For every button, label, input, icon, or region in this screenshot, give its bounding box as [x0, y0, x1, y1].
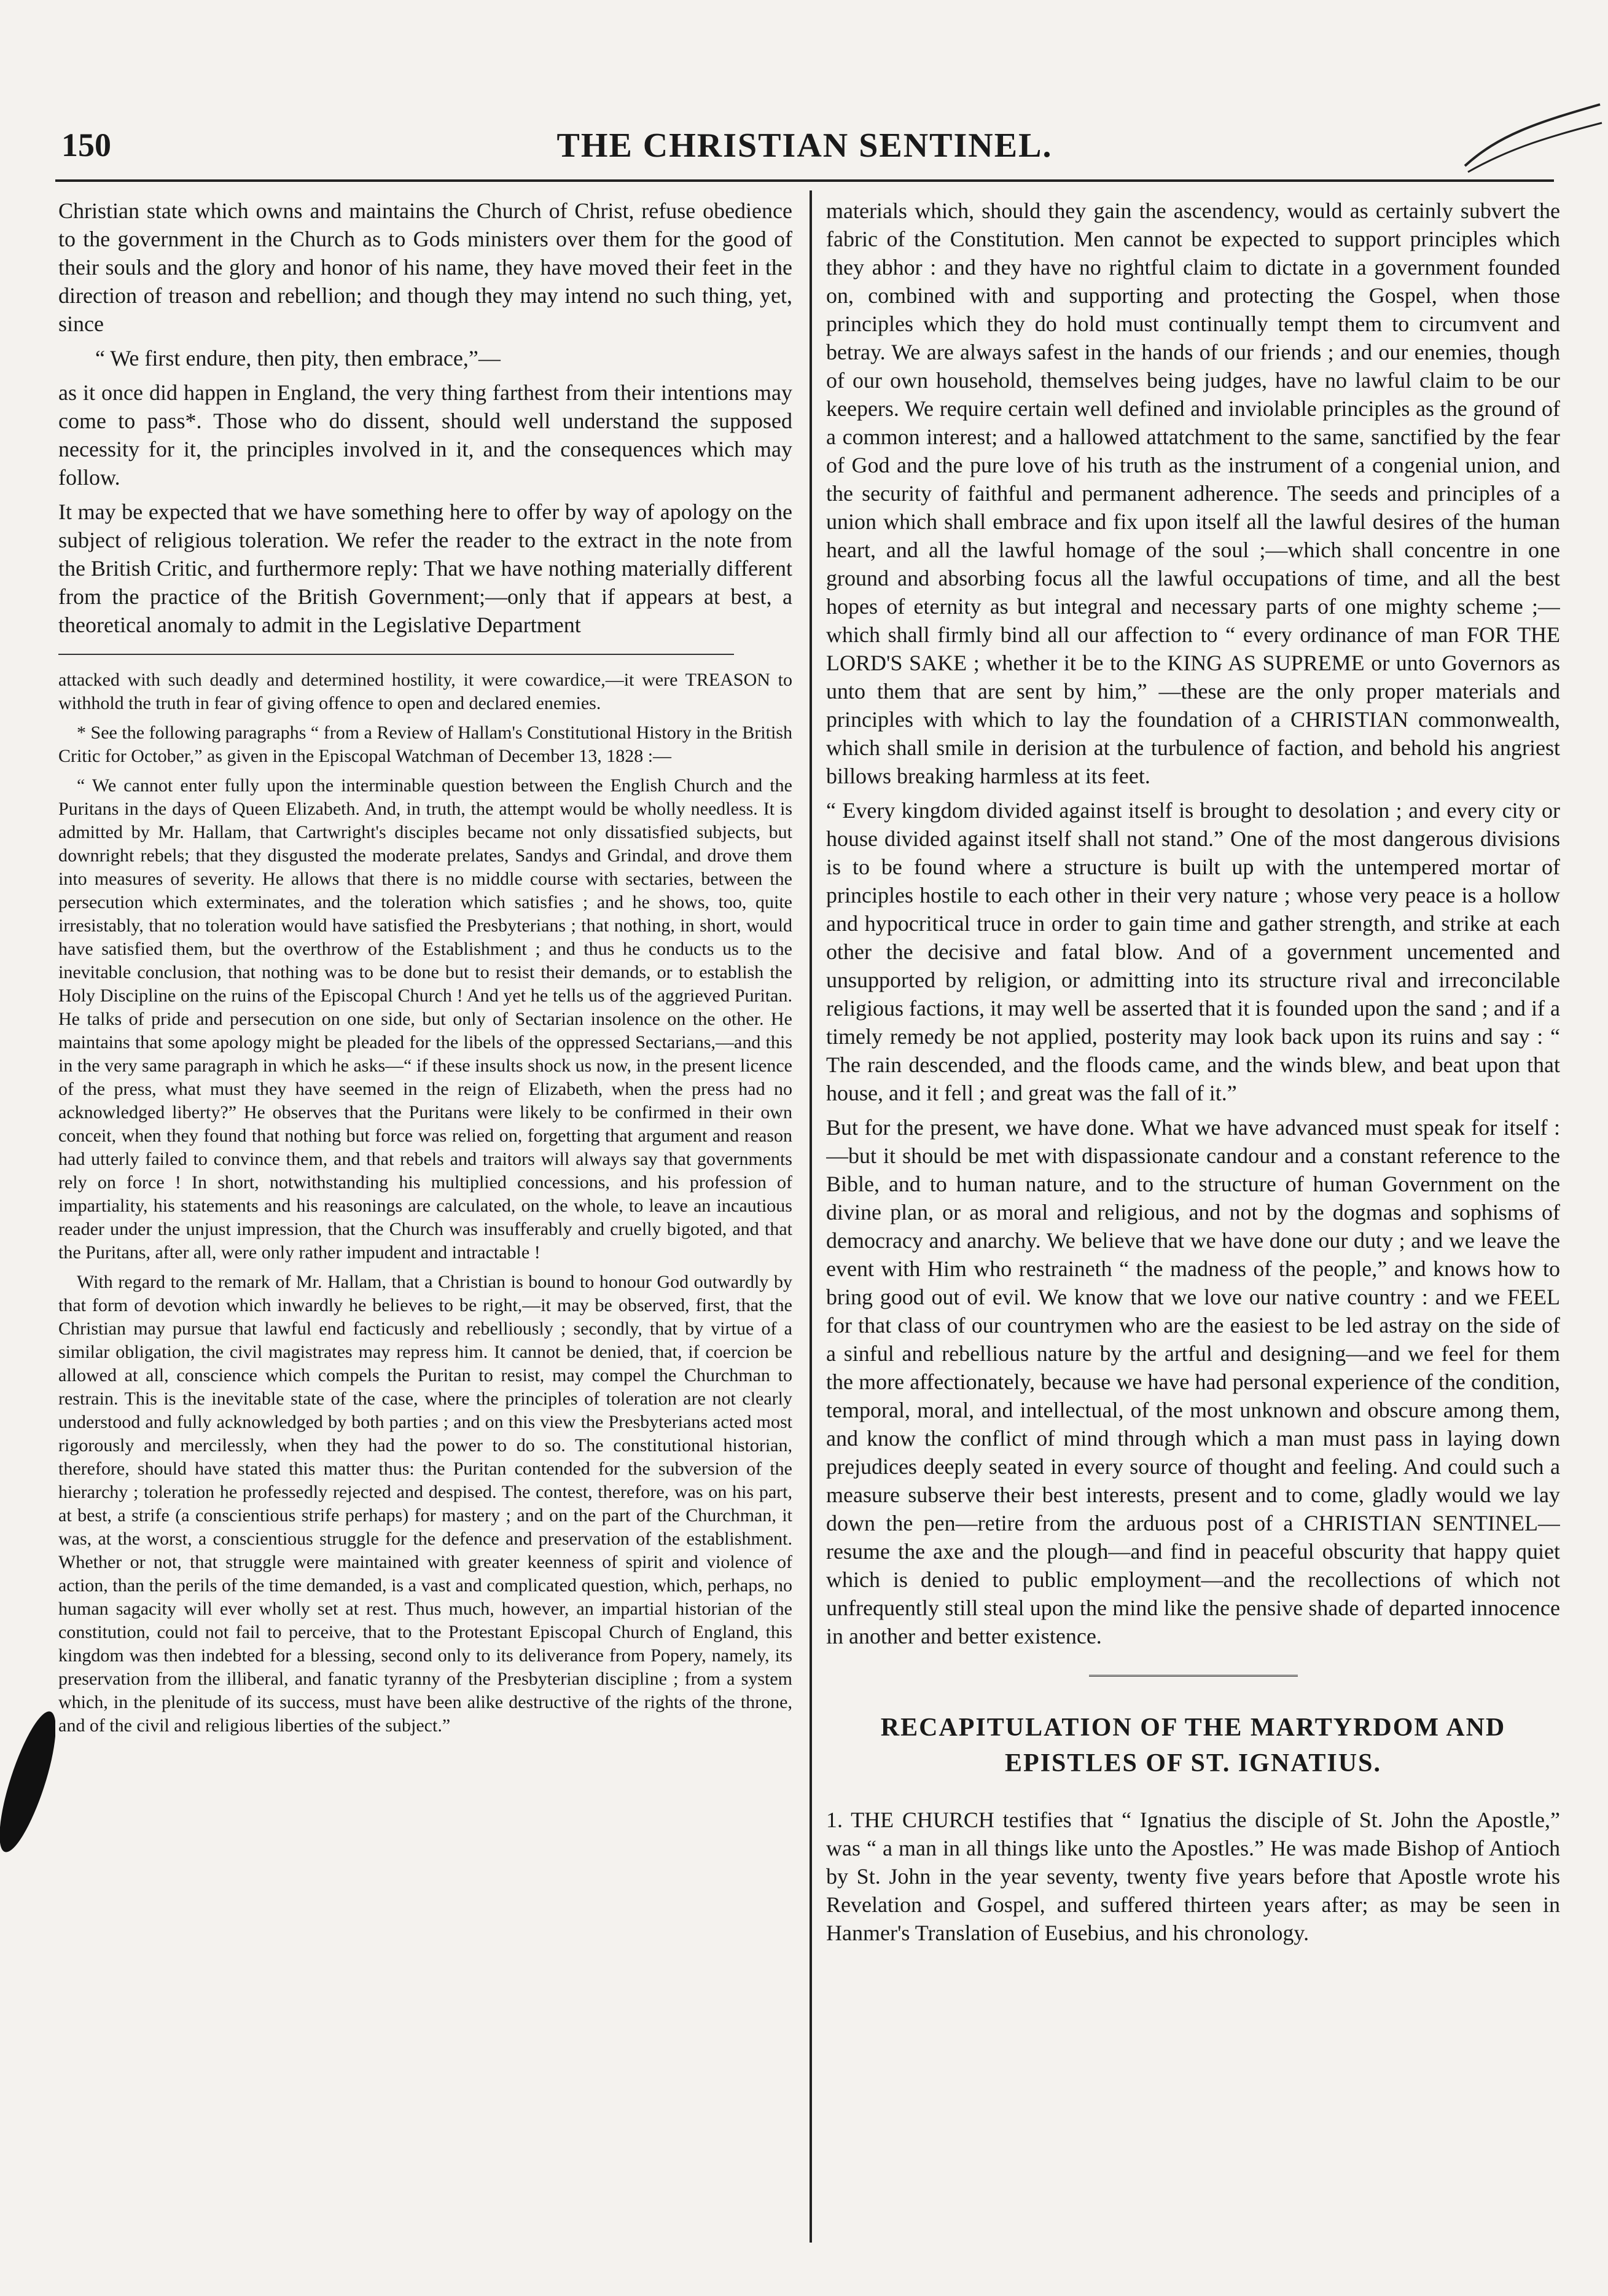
page-header [55, 126, 1554, 169]
footnote-continuation: attacked with such deadly and determined hostility, it were cowardice,—it were TREASON to withhold the truth in fear of giving offence to open and declared enemies. [58, 670, 792, 713]
right-paragraph-2: “ Every kingdom divided against itself is brought to desolation ; and every city or house divided against itself shall not stand.” One of the most dangerous divisions is to be found where a structure is built up with the untempered mortar of principles hostile to each other in their very nature ; whose very peace is a hollow and hypocritical truce in order to gain time and gather strength, and strike at each other the decisive and fatal blow. And of a government uncemented and unsupported by religion, or admitting into its structure rival and irreconcilable religious factions, it may well be asserted that it is founded upon the sand ; and if a timely remedy be not applied, posterity may look back upon its ruins and say : “ The rain descended, and the floods came, and the winds blew, and beat upon that house, and it fell ; and great was the fall of it.” [826, 798, 1560, 1105]
section-title-line-2: EPISTLES OF ST. IGNATIUS. [1005, 1749, 1381, 1777]
section-title [826, 1710, 1560, 1781]
ink-blot [0, 1702, 55, 1862]
running-title: THE CHRISTIAN SENTINEL. [556, 127, 1053, 165]
right-paragraph-4: 1. THE CHURCH testifies that “ Ignatius the disciple of St. John the Apostle,” was “ a man in all things like unto the Apostles.” He was made Bishop of Antioch by St. John in the year seventy, twenty five years before that Apostle wrote his Revelation and Gospel, and suffered thirteen years after; as may be seen in Hanmer's Translation of Eusebius, and his chronology. [826, 1808, 1560, 1945]
quoted-verse: “ We first endure, then pity, then embrace,”— [95, 346, 501, 370]
section-ornament [1089, 1675, 1298, 1679]
left-paragraph-1: Christian state which owns and maintains the Church of Christ, refuse obedience to the government in the Church as to Gods ministers over them for the good of their souls and the glory and honor of his name, they have moved their feet in the direction of treason and rebellion; and though they may intend no such thing, yet, since [58, 198, 792, 336]
footnote-rule [58, 654, 734, 655]
right-paragraph-3: But for the present, we have done. What we have advanced must speak for itself :—but it should be met with dispassionate candour and a constant reference to the Bible, and to human nature, and to the structure of human Government on the divine plan, or as moral and religious, and not by the dogmas and sophisms of democracy and anarchy. We believe that we have done our duty ; and we leave the event with Him who restraineth “ the madness of the people,” and knows how to bring good out of evil. We know that we love our native country : and we FEEL for that class of our countrymen who are the easiest to be led astray on the side of a sinful and rebellious nature by the artful and designing—and we feel for them the more affectionately, because we have had personal experience of the condition, temporal, moral, and intellectual, of the most unknown and obscure among them, and know the conflict of mind through which a man must pass in laying down prejudices deeply seated in every source of thought and feeling. And could such a measure subserve their best interests, present and to come, gladly would we lay down the pen—retire from the arduous post of a CHRISTIAN SENTINEL—resume the axe and the plough—and find in peaceful obscurity that happy quiet which is denied to public employment—and the recollections of which not unfrequently still steal upon the mind like the pensive shade of departed innocence in another and better existence. [826, 1115, 1560, 1648]
right-paragraph-1: materials which, should they gain the ascendency, would as certainly subvert the fabric of the Constitution. Men cannot be expected to support principles which they abhor : and they have no rightful claim to dictate in a government founded on, combined with and supporting and protecting the Gospel, when those principles which they do hold must continually tempt them to circumvent and betray. We are always safest in the hands of our friends ; and our enemies, though of our own household, themselves being judges, have no lawful claim to be our keepers. We require certain well defined and inviolable principles as the ground of a common interest; and a hallowed attatchment to the same, sanctified by the fear of God and the pure love of his truth as the instrument of a congenial union, and the security of faithful and permanent adherence. The seeds and principles of a union which shall embrace and fix upon itself all the lawful desires of the human heart, and all the lawful homage of the soul ;—which shall concentre in one ground and absorbing focus all the lawful occupations of time, and all the best hopes of eternity as but integral and necessary parts of one mighty scheme ;—which shall firmly bind all our affection to “ every ordinance of man FOR THE LORD'S SAKE ; whether it be to the KING AS SUPREME or unto Governors as unto them that are sent by him,” —these are the only proper materials and principles with which to lay the foundation of a CHRISTIAN commonwealth, which shall smile in derision at the turbulence of faction, and behold his angriest billows breaking harmless at its feet. [826, 198, 1560, 788]
right-column [826, 197, 1560, 2243]
column-divider [810, 190, 812, 2243]
section-title-line-1: RECAPITULATION OF THE MARTYRDOM AND [880, 1714, 1506, 1742]
footnote-quote-2: With regard to the remark of Mr. Hallam, that a Christian is bound to honour God outwardly by that form of devotion which inwardly he believes to be right,—it may be observed, first, that the Christian may pursue that lawful end facticusly and rebelliously ; secondly, that by virtue of a similar obligation, the civil magistrates may repress him. It cannot be denied, that, if coercion be allowed at all, conscience which compels the Puritan to resist, may compel the Churchman to restrain. This is the inevitable state of the case, where the principles of toleration are not clearly understood and fully acknowledged by both parties ; and on this view the Presbyterians acted most rigorously and mercilessly, when they had the power to do so. The constitutional historian, therefore, should have stated this matter thus: the Puritan contended for the subversion of the hierarchy ; toleration he professedly rejected and despised. The contest, therefore, was on his part, at best, a strife (a conscientious strife perhaps) for mastery ; and on the part of the Churchman, it was, at the worst, a conscientious struggle for the defence and preservation of the establishment. Whether or not, that struggle were maintained with greater keenness of spirit and violence of action, than the perils of the time demanded, is a vast and complicated question, which, perhaps, no human sagacity will ever wholly set at rest. Thus much, however, an impartial historian of the constitution, could not fail to perceive, that to the Protestant Episcopal Church of England, this kingdom was then indebted for a blessing, second only to its deliverance from Popery, namely, its preservation from the illiberal, and fanatic tyranny of the Presbyterian discipline ; from a system which, in the plenitude of its success, must have been alike destructive of the rights of the throne, and of the civil and religious liberties of the subject.” [58, 1272, 792, 1736]
left-column [58, 197, 792, 2243]
page-number: 150 [61, 127, 111, 163]
left-paragraph-3: It may be expected that we have something here to offer by way of apology on the subject of religious toleration. We refer the reader to the extract in the note from the British Critic, and furthermore reply: That we have nothing materially different from the practice of the British Government;—only that if appears at best, a theoretical anomaly to admit in the Legislative Department [58, 500, 792, 637]
left-paragraph-2: as it once did happen in England, the very thing farthest from their intentions may come to pass*. Those who do dissent, should well understand the supposed necessity for it, the principles involved in it, and the consequences which may follow. [58, 380, 792, 490]
footnote-intro: * See the following paragraphs “ from a Review of Hallam's Constitutional History in the British Critic for October,” as given in the Episcopal Watchman of December 13, 1828 :— [58, 723, 792, 766]
header-rule [55, 179, 1554, 182]
footnote-quote-1: “ We cannot enter fully upon the interminable question between the English Church and the Puritans in the days of Queen Elizabeth. And, in truth, the attempt would be wholly needless. It is admitted by Mr. Hallam, that Cartwright's disciples became not only dissatisfied subjects, but downright rebels; that they disgusted the moderate prelates, Sandys and Grindal, and drove them into measures of severity. He allows that there is no middle course with sectaries, between the persecution which exterminates, and the toleration which satisfies ; and he shows, too, quite irresistably, that no toleration would have satisfied the Presbyterians ; that nothing, in short, would have satisfied them, but the overthrow of the Establishment ; and thus he conducts us to the inevitable conclusion, that nothing was to be done but to resist their demands, or to establish the Holy Discipline on the ruins of the Episcopal Church ! And yet he tells us of the aggrieved Puritan. He talks of pride and persecution on one side, but only of Sectarian insolence on the other. He maintains that some apology might be pleaded for the libels of the oppressed Sectarians,—and this in the very same paragraph in which he asks—“ if these insults shock us now, in the present licence of the press, what must they have seemed in the reign of Elizabeth, when the press had no acknowledged liberty?” He observes that the Puritans were likely to be confirmed in their own conceit, when they found that nothing but force was relied on, forgetting that argument and reason had utterly failed to convince them, and that rebels and traitors will always say that governments rely on force ! In short, notwithstanding his multiplied concessions, and his profession of impartiality, his statements and his reasonings are calculated, on the whole, to leave an incautious reader under the unjust impression, that the Church was insufferably and cruelly bigoted, and that the Puritans, after all, were only rather impudent and intractable ! [58, 775, 792, 1263]
